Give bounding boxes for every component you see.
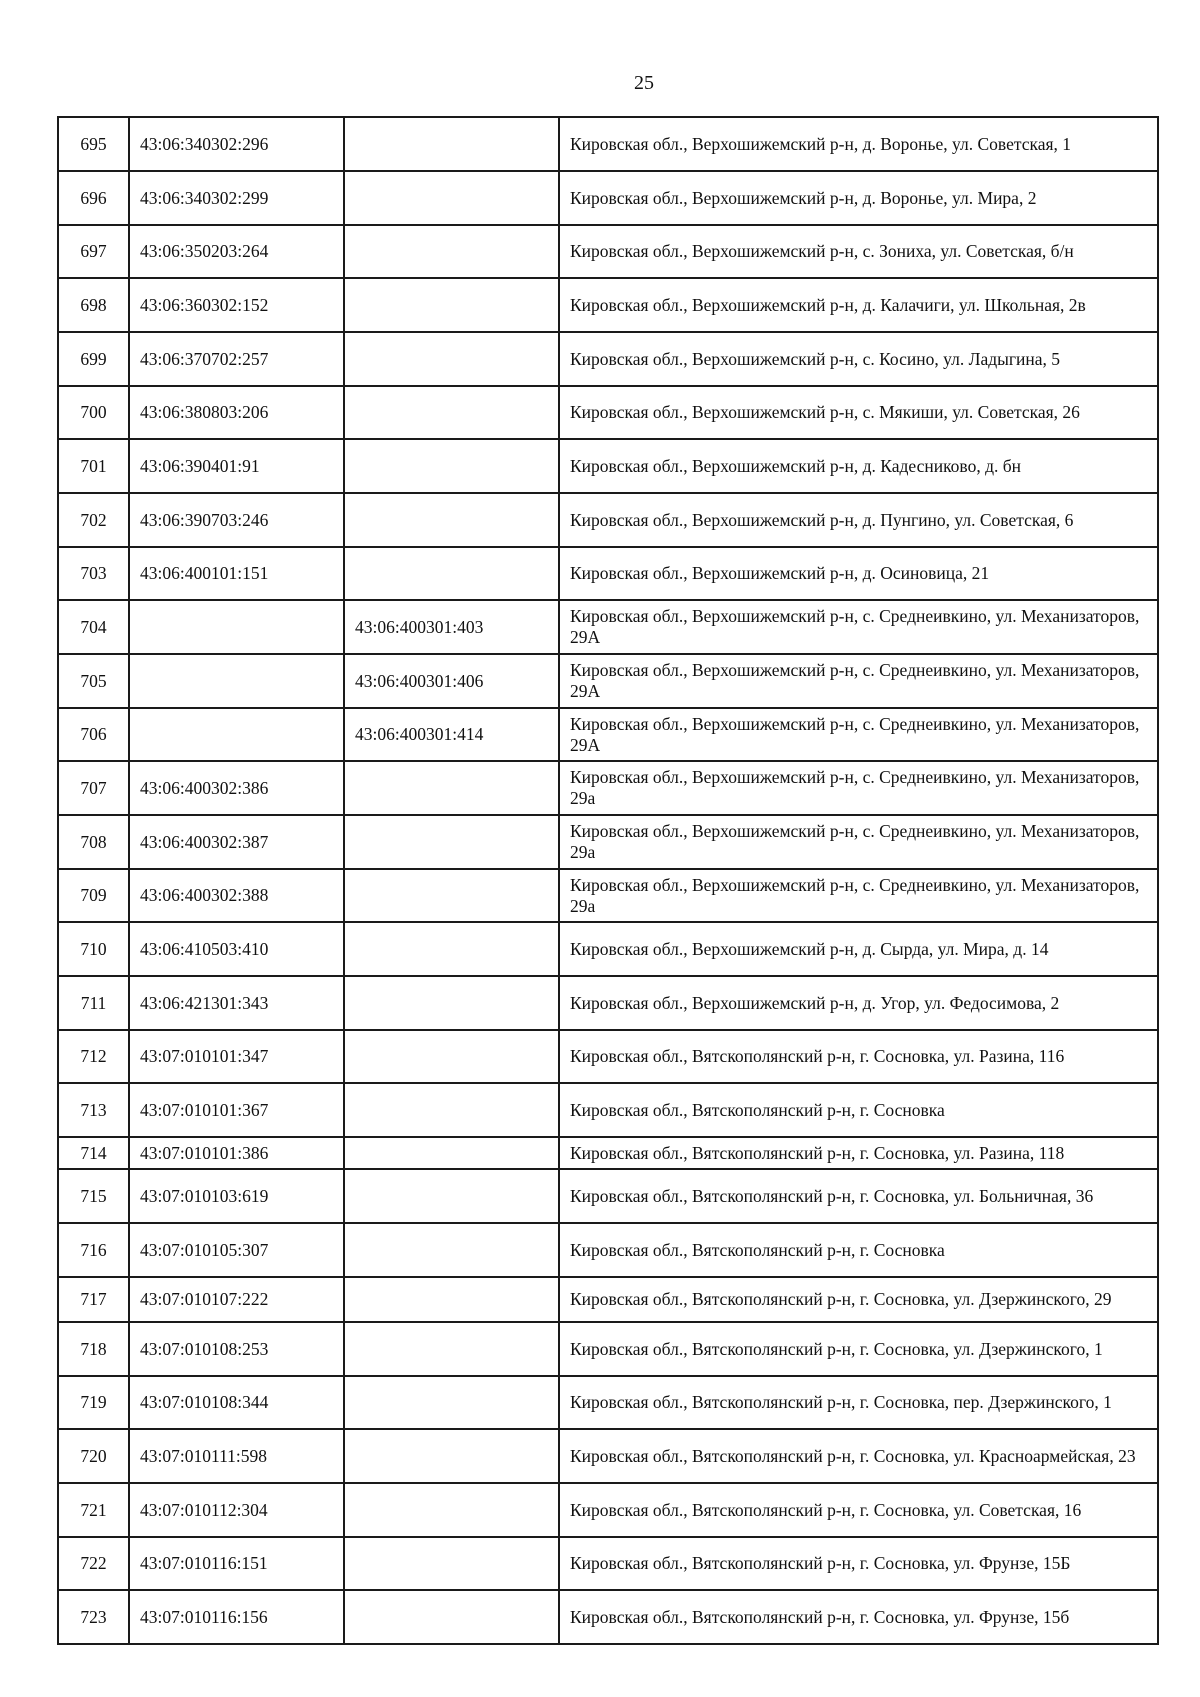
address: Кировская обл., Верхошижемский р-н, с. Косино, ул. Ладыгина, 5 xyxy=(559,332,1158,386)
cadastral-number-building: 43:06:390401:91 xyxy=(129,439,344,493)
table-row xyxy=(58,1376,1158,1429)
table-row xyxy=(58,815,1158,869)
cadastral-number-premises xyxy=(344,117,559,171)
cadastral-number-building: 43:07:010111:598 xyxy=(129,1429,344,1483)
table-row xyxy=(58,761,1158,815)
cadastral-number-building: 43:07:010108:253 xyxy=(129,1322,344,1376)
address: Кировская обл., Вятскополянский р-н, г. Сосновка, ул. Дзержинского, 1 xyxy=(559,1322,1158,1376)
cadastral-number-premises xyxy=(344,1169,559,1223)
table-row xyxy=(58,278,1158,332)
row-number: 723 xyxy=(58,1590,129,1644)
page-number: 25 xyxy=(634,72,654,94)
address: Кировская обл., Вятскополянский р-н, г. Сосновка, ул. Фрунзе, 15Б xyxy=(559,1537,1158,1590)
cadastral-number-building xyxy=(129,654,344,708)
cadastral-number-building: 43:07:010101:347 xyxy=(129,1030,344,1083)
address: Кировская обл., Верхошижемский р-н, д. Сырда, ул. Мира, д. 14 xyxy=(559,922,1158,976)
cadastral-number-building xyxy=(129,708,344,761)
row-number: 707 xyxy=(58,761,129,815)
cadastral-number-building: 43:06:340302:299 xyxy=(129,171,344,225)
cadastral-number-building: 43:07:010116:151 xyxy=(129,1537,344,1590)
table-row xyxy=(58,1322,1158,1376)
row-number: 712 xyxy=(58,1030,129,1083)
cadastral-number-building: 43:07:010105:307 xyxy=(129,1223,344,1277)
cadastral-number-premises xyxy=(344,1590,559,1644)
address: Кировская обл., Вятскополянский р-н, г. Сосновка, ул. Красноармейская, 23 xyxy=(559,1429,1158,1483)
table-row xyxy=(58,600,1158,654)
address: Кировская обл., Вятскополянский р-н, г. Сосновка, ул. Дзержинского, 29 xyxy=(559,1277,1158,1322)
table-row xyxy=(58,1537,1158,1590)
cadastral-number-premises xyxy=(344,386,559,439)
cadastral-number-building: 43:06:421301:343 xyxy=(129,976,344,1030)
table-row xyxy=(58,1277,1158,1322)
row-number: 717 xyxy=(58,1277,129,1322)
table-row xyxy=(58,654,1158,708)
cadastral-number-premises xyxy=(344,332,559,386)
table-row xyxy=(58,225,1158,278)
row-number: 713 xyxy=(58,1083,129,1137)
table-row xyxy=(58,332,1158,386)
cadastral-number-premises xyxy=(344,493,559,547)
table-row xyxy=(58,386,1158,439)
cadastral-number-premises: 43:06:400301:414 xyxy=(344,708,559,761)
cadastral-number-premises xyxy=(344,1030,559,1083)
cadastral-number-building: 43:06:390703:246 xyxy=(129,493,344,547)
row-number: 706 xyxy=(58,708,129,761)
address: Кировская обл., Верхошижемский р-н, с. Среднеивкино, ул. Механизаторов, 29а xyxy=(559,869,1158,922)
cadastral-number-premises xyxy=(344,1483,559,1537)
cadastral-number-premises xyxy=(344,815,559,869)
row-number: 698 xyxy=(58,278,129,332)
cadastral-number-premises xyxy=(344,1429,559,1483)
address: Кировская обл., Верхошижемский р-н, с. Среднеивкино, ул. Механизаторов, 29А xyxy=(559,654,1158,708)
row-number: 701 xyxy=(58,439,129,493)
cadastral-number-building: 43:07:010101:367 xyxy=(129,1083,344,1137)
row-number: 702 xyxy=(58,493,129,547)
cadastral-number-building: 43:07:010103:619 xyxy=(129,1169,344,1223)
table-row xyxy=(58,922,1158,976)
row-number: 711 xyxy=(58,976,129,1030)
row-number: 709 xyxy=(58,869,129,922)
address: Кировская обл., Вятскополянский р-н, г. Сосновка, ул. Фрунзе, 15б xyxy=(559,1590,1158,1644)
cadastral-number-premises xyxy=(344,1137,559,1169)
cadastral-number-building: 43:07:010116:156 xyxy=(129,1590,344,1644)
address: Кировская обл., Верхошижемский р-н, с. Зониха, ул. Советская, б/н xyxy=(559,225,1158,278)
table-row xyxy=(58,1137,1158,1169)
address: Кировская обл., Верхошижемский р-н, с. Среднеивкино, ул. Механизаторов, 29а xyxy=(559,815,1158,869)
cadastral-number-building: 43:06:360302:152 xyxy=(129,278,344,332)
cadastral-number-building: 43:07:010107:222 xyxy=(129,1277,344,1322)
address: Кировская обл., Верхошижемский р-н, д. Угор, ул. Федосимова, 2 xyxy=(559,976,1158,1030)
cadastral-number-building: 43:07:010108:344 xyxy=(129,1376,344,1429)
cadastral-number-premises xyxy=(344,278,559,332)
table-row xyxy=(58,708,1158,761)
cadastral-number-building: 43:07:010101:386 xyxy=(129,1137,344,1169)
cadastral-number-building: 43:06:400101:151 xyxy=(129,547,344,600)
address: Кировская обл., Верхошижемский р-н, с. Среднеивкино, ул. Механизаторов, 29а xyxy=(559,761,1158,815)
table-row xyxy=(58,439,1158,493)
cadastral-number-building: 43:06:400302:386 xyxy=(129,761,344,815)
row-number: 719 xyxy=(58,1376,129,1429)
cadastral-number-premises xyxy=(344,1277,559,1322)
cadastral-number-premises xyxy=(344,761,559,815)
address: Кировская обл., Верхошижемский р-н, с. Мякиши, ул. Советская, 26 xyxy=(559,386,1158,439)
cadastral-number-building: 43:07:010112:304 xyxy=(129,1483,344,1537)
address: Кировская обл., Вятскополянский р-н, г. Сосновка, ул. Больничная, 36 xyxy=(559,1169,1158,1223)
table-row xyxy=(58,171,1158,225)
row-number: 721 xyxy=(58,1483,129,1537)
row-number: 716 xyxy=(58,1223,129,1277)
address: Кировская обл., Верхошижемский р-н, с. Среднеивкино, ул. Механизаторов, 29А xyxy=(559,708,1158,761)
cadastral-number-building: 43:06:340302:296 xyxy=(129,117,344,171)
table-row xyxy=(58,1083,1158,1137)
cadastral-number-building: 43:06:400302:388 xyxy=(129,869,344,922)
row-number: 715 xyxy=(58,1169,129,1223)
table-row xyxy=(58,1483,1158,1537)
row-number: 699 xyxy=(58,332,129,386)
row-number: 696 xyxy=(58,171,129,225)
cadastral-number-building: 43:06:380803:206 xyxy=(129,386,344,439)
cadastral-number-premises xyxy=(344,1083,559,1137)
address: Кировская обл., Верхошижемский р-н, д. Воронье, ул. Мира, 2 xyxy=(559,171,1158,225)
row-number: 704 xyxy=(58,600,129,654)
table-row xyxy=(58,547,1158,600)
cadastral-number-building xyxy=(129,600,344,654)
table-row xyxy=(58,493,1158,547)
row-number: 708 xyxy=(58,815,129,869)
row-number: 703 xyxy=(58,547,129,600)
address: Кировская обл., Вятскополянский р-н, г. Сосновка xyxy=(559,1223,1158,1277)
table-row xyxy=(58,1429,1158,1483)
address: Кировская обл., Верхошижемский р-н, д. Осиновица, 21 xyxy=(559,547,1158,600)
registry-table-body xyxy=(58,117,1158,1644)
cadastral-number-building: 43:06:400302:387 xyxy=(129,815,344,869)
address: Кировская обл., Верхошижемский р-н, с. Среднеивкино, ул. Механизаторов, 29А xyxy=(559,600,1158,654)
address: Кировская обл., Вятскополянский р-н, г. Сосновка, ул. Советская, 16 xyxy=(559,1483,1158,1537)
cadastral-number-premises xyxy=(344,869,559,922)
table-row xyxy=(58,117,1158,171)
address: Кировская обл., Верхошижемский р-н, д. Пунгино, ул. Советская, 6 xyxy=(559,493,1158,547)
cadastral-number-premises xyxy=(344,225,559,278)
cadastral-number-premises xyxy=(344,976,559,1030)
cadastral-number-premises xyxy=(344,1223,559,1277)
cadastral-number-building: 43:06:370702:257 xyxy=(129,332,344,386)
property-registry-table xyxy=(57,116,1159,1645)
row-number: 714 xyxy=(58,1137,129,1169)
cadastral-number-premises xyxy=(344,439,559,493)
row-number: 722 xyxy=(58,1537,129,1590)
row-number: 697 xyxy=(58,225,129,278)
table-row xyxy=(58,1590,1158,1644)
row-number: 705 xyxy=(58,654,129,708)
table-row xyxy=(58,1223,1158,1277)
row-number: 718 xyxy=(58,1322,129,1376)
address: Кировская обл., Верхошижемский р-н, д. Калачиги, ул. Школьная, 2в xyxy=(559,278,1158,332)
cadastral-number-premises xyxy=(344,171,559,225)
address: Кировская обл., Вятскополянский р-н, г. Сосновка, пер. Дзержинского, 1 xyxy=(559,1376,1158,1429)
cadastral-number-premises: 43:06:400301:406 xyxy=(344,654,559,708)
row-number: 695 xyxy=(58,117,129,171)
cadastral-number-building: 43:06:410503:410 xyxy=(129,922,344,976)
table-row xyxy=(58,976,1158,1030)
table-row xyxy=(58,1030,1158,1083)
address: Кировская обл., Верхошижемский р-н, д. Кадесниково, д. бн xyxy=(559,439,1158,493)
table-row xyxy=(58,1169,1158,1223)
cadastral-number-premises xyxy=(344,1537,559,1590)
cadastral-number-premises xyxy=(344,922,559,976)
row-number: 710 xyxy=(58,922,129,976)
address: Кировская обл., Вятскополянский р-н, г. Сосновка, ул. Разина, 118 xyxy=(559,1137,1158,1169)
address: Кировская обл., Верхошижемский р-н, д. Воронье, ул. Советская, 1 xyxy=(559,117,1158,171)
cadastral-number-premises: 43:06:400301:403 xyxy=(344,600,559,654)
cadastral-number-premises xyxy=(344,547,559,600)
cadastral-number-building: 43:06:350203:264 xyxy=(129,225,344,278)
row-number: 700 xyxy=(58,386,129,439)
table-row xyxy=(58,869,1158,922)
row-number: 720 xyxy=(58,1429,129,1483)
address: Кировская обл., Вятскополянский р-н, г. Сосновка xyxy=(559,1083,1158,1137)
address: Кировская обл., Вятскополянский р-н, г. Сосновка, ул. Разина, 116 xyxy=(559,1030,1158,1083)
cadastral-number-premises xyxy=(344,1322,559,1376)
cadastral-number-premises xyxy=(344,1376,559,1429)
